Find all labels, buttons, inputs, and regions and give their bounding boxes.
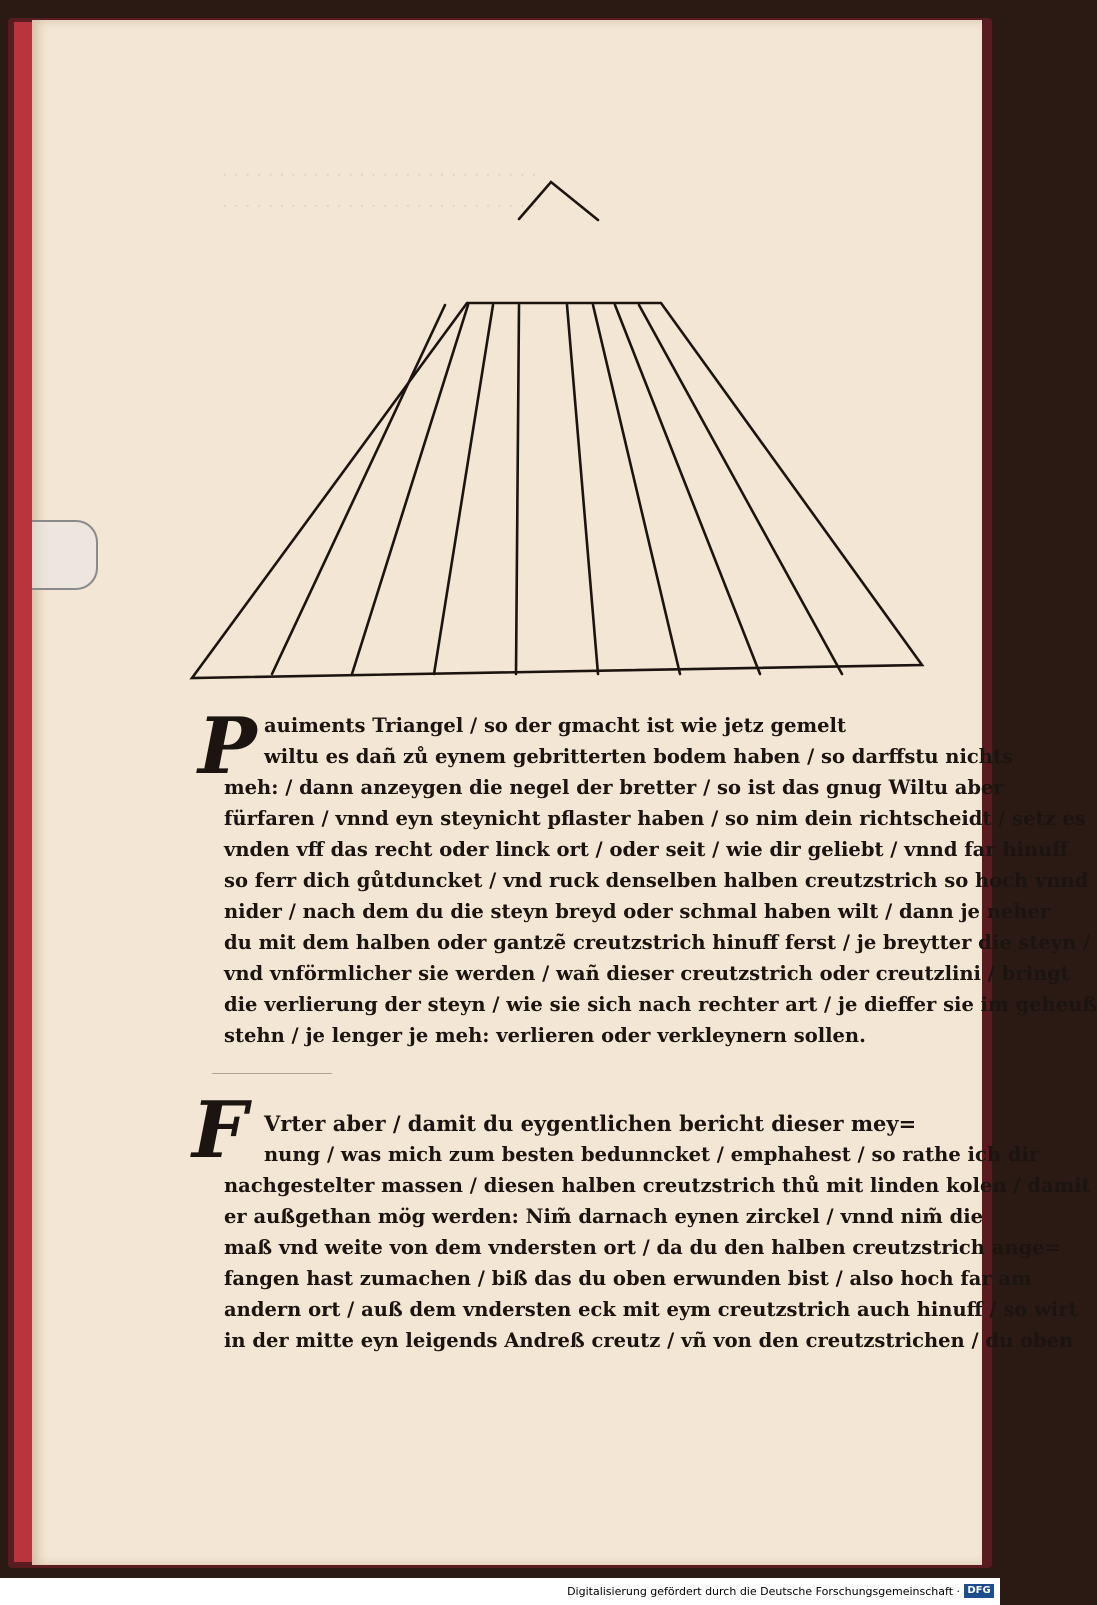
pavement-triangle-figure (32, 20, 982, 720)
board-line (272, 305, 445, 674)
floor-board-lines (272, 305, 842, 674)
separator-rule (212, 1073, 332, 1074)
text-line: andern ort / auß dem vndersten eck mit eym creutzstrich auch hinuff / so wirt (224, 1298, 1078, 1321)
text-line: Vrter aber / damit du eygentlichen bericht dieser mey= (264, 1111, 917, 1136)
book-page (32, 20, 1097, 1565)
text-line: fürfaren / vnnd eyn steynicht pflaster haben / so nim dein richtscheidt / setz es (224, 807, 1086, 830)
text-line: auiments Triangel / so der gmacht ist wie jetz gemelt (264, 714, 846, 737)
text-line: vnd vnförmlicher sie werden / wañ dieser creutzstrich oder creutzlini / bringt (224, 962, 1070, 985)
text-line: stehn / je lenger je meh: verlieren oder verkleynern sollen. (224, 1024, 866, 1047)
text-line: nider / nach dem du die steyn breyd oder schmal haben wilt / dann je neher (224, 900, 1051, 923)
text-line: er außgethan mög werden: Nim̃ darnach eynen zirckel / vnnd nim̃ die (224, 1205, 984, 1228)
text-line: du mit dem halben oder gantzẽ creutzstrich hinuff ferst / je breytter die steyn / (224, 931, 1091, 954)
board-line (567, 305, 598, 674)
board-line (639, 305, 842, 674)
drop-cap-p: P (198, 701, 257, 792)
text-line: maß vnd weite von dem vndersten ort / da du den halben creutzstrich ange= (224, 1236, 1061, 1259)
dfg-logo: DFG (964, 1584, 994, 1598)
board-line (434, 305, 493, 674)
text-line: in der mitte eyn leigends Andreß creutz / vñ von den creutzstrichen / du oben (224, 1329, 1074, 1352)
show-through-text: · · · · · · · · · · · · · · · · · · · · · · · · · · · · · · · · · · · · · · · · · · · · · · · · · · · · · · · · (222, 165, 537, 217)
footer-credit-text: Digitalisierung gefördert durch die Deutsche Forschungsgemeinschaft · (567, 1585, 960, 1598)
paragraph-2 (224, 1108, 1091, 1356)
paragraph-1 (224, 710, 1097, 1051)
text-line: nung / was mich zum besten bedunncket / emphahest / so rathe ich dir (264, 1143, 1040, 1166)
text-line: wiltu es dañ zů eynem gebritterten bodem haben / so darffstu nichts (264, 745, 1013, 768)
text-line: nachgestelter massen / diesen halben creutzstrich thů mit linden kolen / damit (224, 1174, 1091, 1197)
board-line (516, 305, 519, 674)
text-line: so ferr dich gůtduncket / vnd ruck denselben halben creutzstrich so hoch vnnd (224, 869, 1089, 892)
digitization-footer (0, 1578, 1000, 1605)
board-line (352, 305, 468, 674)
text-line: die verlierung der steyn / wie sie sich nach rechter art / je dieffer sie im geheuß (224, 993, 1097, 1016)
drop-cap-f: F (192, 1085, 248, 1176)
text-line: fangen hast zumachen / biß das du oben erwunden bist / also hoch far am (224, 1267, 1032, 1290)
text-line: vnden vff das recht oder linck ort / oder seit / wie dir geliebt / vnnd far hinuff (224, 838, 1069, 861)
text-line: meh: / dann anzeygen die negel der bretter / so ist das gnug Wiltu aber (224, 776, 1004, 799)
